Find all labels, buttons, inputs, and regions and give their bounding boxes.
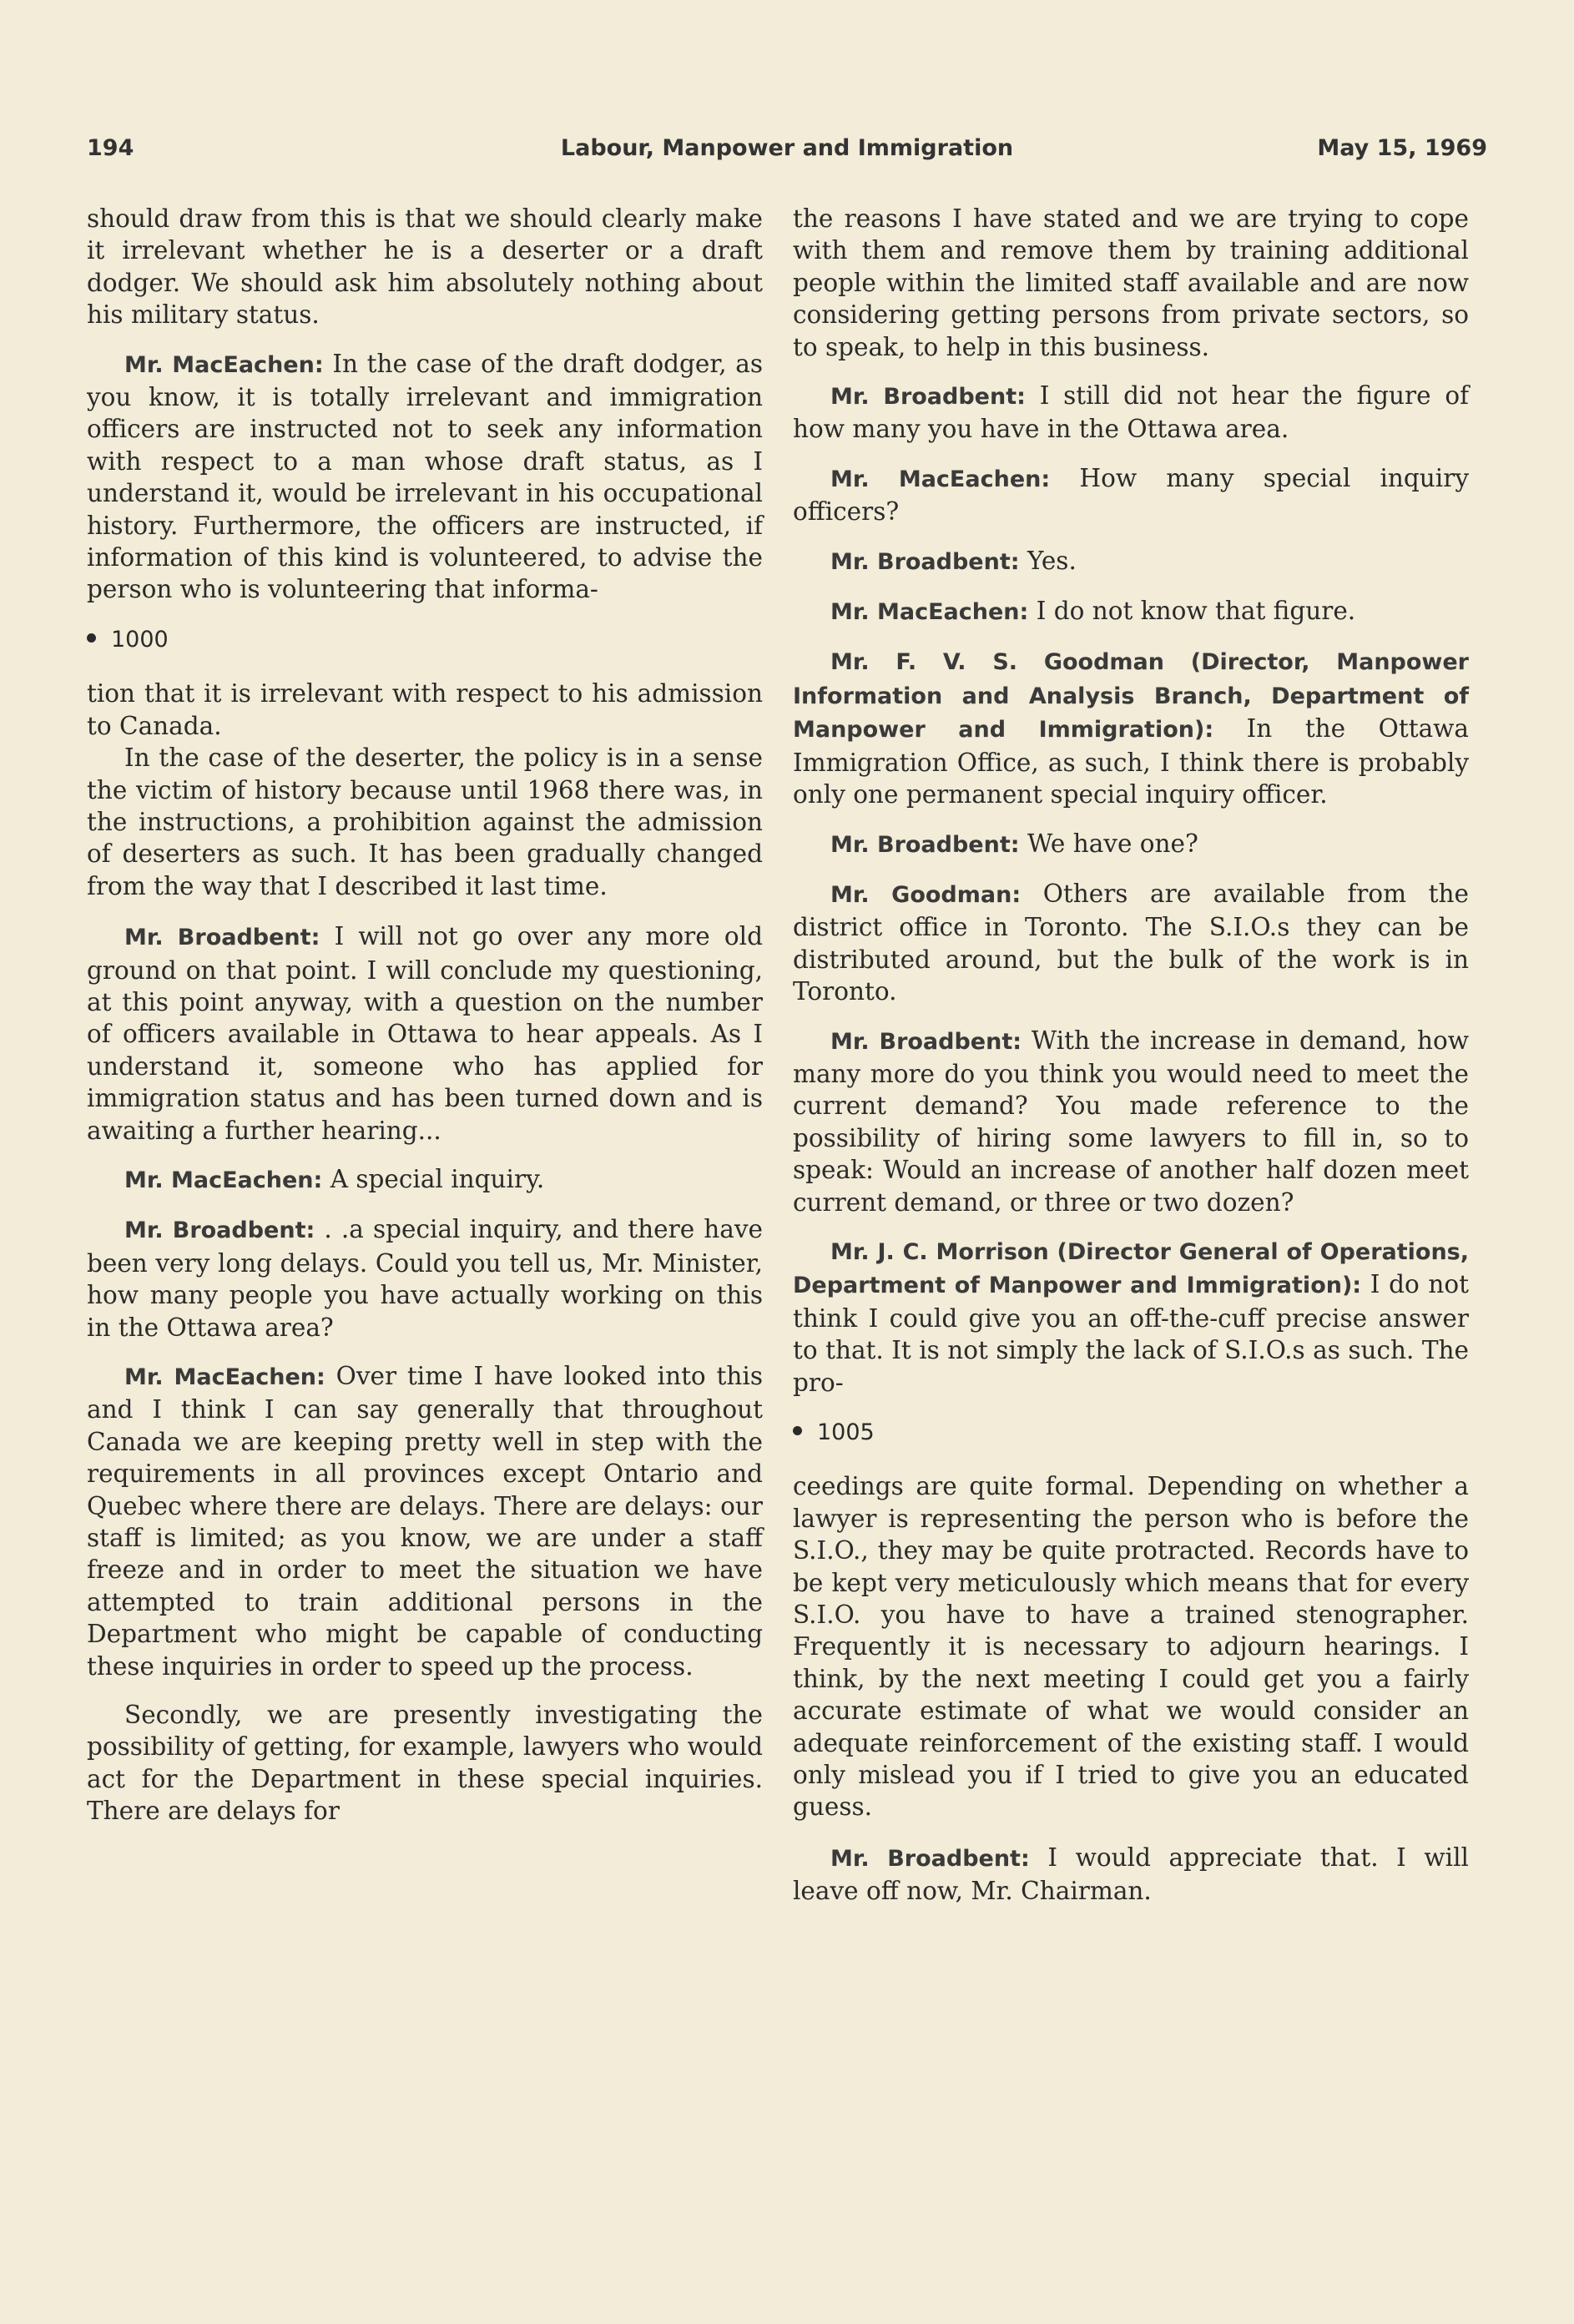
paragraph-text: I do not know that figure.: [1036, 597, 1356, 626]
paragraph-text: Over time I have looked into this and I think I can say generally that throughout Canada we are keeping pretty well in step with the requirements in all provinces except Ontario and Quebec where there are delays. There are delays: our staff is limited; as you know, we are under a staff freeze and in order to meet the situation we have attempted to train additional persons in the Department who might be capable of conducting these inquiries in order to speed up the process.: [87, 1362, 763, 1681]
paragraph: [793, 1842, 1469, 1908]
paragraph: [793, 1470, 1469, 1822]
speaker-name: Mr. Broadbent:: [124, 1217, 315, 1244]
paragraph: [793, 878, 1469, 1008]
speaker-name: Mr. MacEachen:: [830, 599, 1029, 626]
paragraph-text: I do not think I could give you an off-the-cuff precise answer to that. It is not simply the lack of S.I.O.s as such. The pro-: [793, 1270, 1469, 1397]
speaker-name: Mr. Goodman:: [830, 881, 1022, 908]
speaker-name: Mr. J. C. Morrison (Director General of Operations, Department of Manpower and Immigration):: [793, 1238, 1469, 1299]
running-title: Labour, Manpower and Immigration: [560, 135, 1014, 161]
speaker-name: Mr. MacEachen:: [124, 1364, 325, 1390]
page-number: 194: [87, 135, 134, 161]
time-marker-label: 1000: [111, 626, 169, 653]
speaker-name: Mr. F. V. S. Goodman (Director, Manpower Information and Analysis Branch, Department of Manpower and Immigration):: [793, 649, 1469, 744]
paragraph: [87, 348, 763, 606]
paragraph-text: Others are available from the district office in Toronto. The S.I.O.s they can be distributed around, but the bulk of the work is in Toronto.: [793, 879, 1469, 1006]
paragraph: [793, 380, 1469, 446]
paragraph: [793, 545, 1469, 578]
page-date: May 15, 1969: [1317, 135, 1487, 161]
paragraph: [87, 742, 763, 902]
paragraph-text: I still did not hear the figure of how many you have in the Ottawa area.: [793, 381, 1470, 444]
paragraph-text: How many special inquiry officers?: [793, 463, 1469, 527]
paragraph-text: should draw from this is that we should clearly make it irrelevant whether he is a deserter or a draft dodger. We should ask him absolutely nothing about his military status.: [87, 204, 763, 330]
bullet-dot-icon: [793, 1426, 802, 1435]
paragraph: [87, 1699, 763, 1827]
time-marker: [87, 624, 763, 656]
paragraph: [87, 1360, 763, 1682]
paragraph-text: We have one?: [1027, 829, 1198, 858]
paragraph: [87, 1213, 763, 1343]
paragraph-text: ceedings are quite formal. Depending on whether a lawyer is representing the person who is before the S.I.O., they may be quite protracted. Records have to be kept very meticulously which means that for every S.I.O. you have to have a trained stenographer. Frequently it is necessary to adjourn hearings. I think, by the next meeting I could get you a fairly accurate estimate of what we would consider an adequate reinforcement of the existing staff. I would only mislead you if I tried to give you an educated guess.: [793, 1472, 1469, 1822]
paragraph: [87, 678, 763, 742]
paragraph-text: Secondly, we are presently investigating the possibility of getting, for example, lawyers who would act for the Department in these special inquiries. There are delays for: [87, 1701, 763, 1826]
paragraph-text: In the Ottawa Immigration Office, as such, I think there is probably only one permanent special inquiry officer.: [793, 714, 1469, 809]
speaker-name: Mr. MacEachen:: [830, 466, 1051, 492]
right-column: [793, 203, 1469, 1924]
page-header: [87, 135, 1487, 169]
paragraph: [793, 828, 1469, 861]
paragraph-text: With the increase in demand, how many more do you think you would need to meet the current demand? You made reference to the possibility of hiring some lawyers to fill in, so to speak: Would an increase of another half dozen meet current demand, or three or two dozen?: [793, 1026, 1469, 1217]
paragraph-text: In the case of the draft dodger, as you know, it is totally irrelevant and immigration officers are instructed not to seek any information with respect to a man whose draft status, as I understand it, would be irrelevant in his occupational history. Furthermore, the officers are instructed, if information of this kind is volunteered, to advise the person who is volunteering that informa-: [87, 349, 763, 604]
paragraph: [87, 1163, 763, 1197]
paragraph-text: In the case of the deserter, the policy is in a sense the victim of history because until 1968 there was, in the instructions, a prohibition against the admission of deserters as such. It has been gradually changed from the way that I described it last time.: [87, 744, 763, 900]
bullet-dot-icon: [87, 633, 96, 643]
speaker-name: Mr. Broadbent:: [830, 1845, 1030, 1872]
paragraph: [87, 203, 763, 331]
paragraph: [87, 920, 763, 1147]
speaker-name: Mr. Broadbent:: [124, 925, 320, 951]
speaker-name: Mr. Broadbent:: [830, 384, 1026, 411]
paragraph-text: Yes.: [1027, 546, 1077, 575]
paragraph: [793, 462, 1469, 528]
paragraph-text: A special inquiry.: [330, 1164, 545, 1193]
paragraph: [793, 595, 1469, 628]
speaker-name: Mr. MacEachen:: [124, 1167, 323, 1193]
time-marker: [793, 1417, 1469, 1449]
speaker-name: Mr. Broadbent:: [830, 831, 1020, 858]
left-column: [87, 203, 763, 1844]
speaker-name: Mr. MacEachen:: [124, 351, 324, 378]
paragraph-text: the reasons I have stated and we are trying to cope with them and remove them by training additional people within the limited staff available and are now considering getting persons from private sectors, so to speak, to help in this business.: [793, 204, 1469, 361]
paragraph-text: I will not go over any more old ground on that point. I will conclude my questioning, at this point anyway, with a question on the number of officers available in Ottawa to hear appeals. As I understand it, someone who has applied for immigration status and has been turned down and is awaiting a further hearing...: [87, 922, 763, 1145]
paragraph: [793, 645, 1469, 810]
time-marker-label: 1005: [817, 1419, 875, 1445]
speaker-name: Mr. Broadbent:: [830, 1028, 1022, 1055]
paragraph: [793, 1235, 1469, 1399]
paragraph-text: . .a special inquiry, and there have been very long delays. Could you tell us, Mr. Minister, how many people you have actually working on this in the Ottawa area?: [87, 1215, 763, 1342]
paragraph: [793, 203, 1469, 363]
speaker-name: Mr. Broadbent:: [830, 548, 1020, 575]
paragraph-text: tion that it is irrelevant with respect to his admission to Canada.: [87, 679, 763, 740]
paragraph: [793, 1025, 1469, 1218]
paragraph-text: I would appreciate that. I will leave off now, Mr. Chairman.: [793, 1843, 1469, 1906]
